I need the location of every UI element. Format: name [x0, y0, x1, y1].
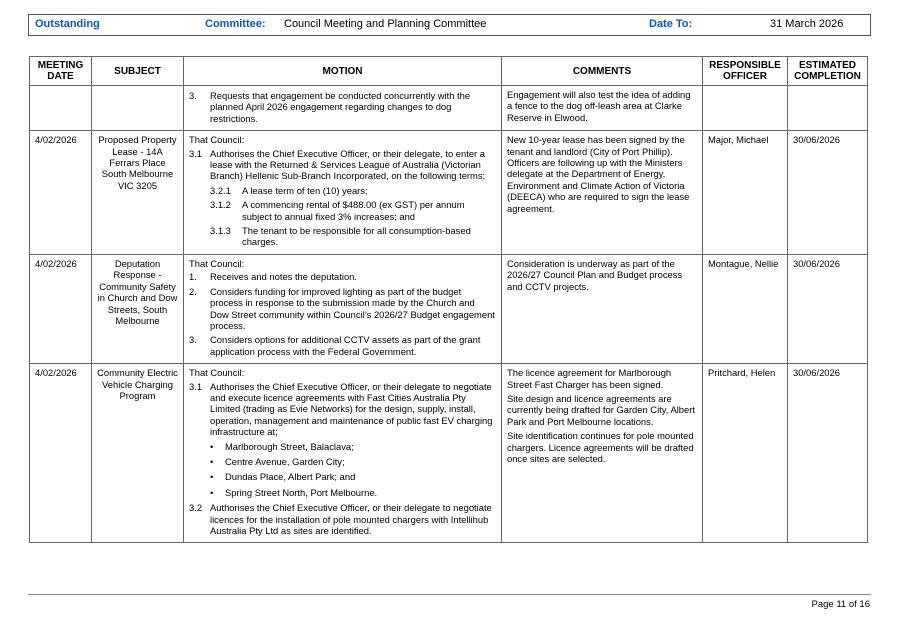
table-row: [30, 86, 868, 131]
report-header: [28, 14, 871, 36]
motion-sub-item: 3.1.2 A commencing rental of $488.00 (ex GST) per annum subject to annual fixed 3% increases; and: [210, 199, 465, 222]
cell-date: [30, 86, 92, 131]
bullet-icon: •: [210, 486, 214, 498]
committee-label: Committee:: [205, 18, 266, 30]
col-meeting-date: MEETING DATE: [30, 57, 92, 86]
col-estimated-completion: ESTIMATED COMPLETION: [788, 57, 868, 86]
cell-officer: [703, 86, 788, 131]
motion-bullet: • Centre Avenue, Garden City;: [210, 455, 345, 467]
date-label: Date To:: [649, 18, 693, 30]
motion-item: 3.1 Authorises the Chief Executive Officer, or their delegate, to enter a lease with the Returned & Services League of Australia (Victorian Branch) Hellenic Sub-Branch Incorporated, on the following terms:: [189, 147, 486, 182]
col-motion: MOTION: [184, 57, 502, 86]
cell-motion: [184, 131, 502, 255]
comment-paragraph: The licence agreement for Marlborough Street Fast Charger has been signed.: [507, 367, 672, 390]
col-subject: SUBJECT: [92, 57, 184, 86]
cell-date: 4/02/2026: [30, 254, 92, 363]
table-header-row: [30, 57, 868, 86]
comment-paragraph: Consideration is underway as part of the 2026/27 Council Plan and Budget process and CCTV projects.: [507, 257, 683, 292]
cell-officer: Montague, Nellie: [703, 254, 788, 363]
bullet-icon: •: [210, 471, 214, 483]
motion-bullet: • Dundas Place, Albert Park; and: [210, 471, 356, 483]
page-number: Page 11 of 16: [811, 599, 870, 610]
cell-completion: 30/06/2026: [788, 131, 868, 255]
motion-item: 3. Requests that engagement be conducted concurrently with the planned April 2026 engagement regarding changes to dog restrictions.: [189, 90, 471, 124]
motion-item: 1. Receives and notes the deputation.: [189, 271, 357, 283]
motion-intro: That Council:: [189, 134, 245, 146]
cell-completion: [788, 86, 868, 131]
comment-paragraph: Engagement will also test the idea of adding a fence to the dog off-leash area at Clarke Reserve in Elwood.: [507, 89, 691, 123]
col-responsible-officer: RESPONSIBLE OFFICER: [703, 57, 788, 86]
cell-subject: Proposed Property Lease - 14A Ferrars Place South Melbourne VIC 3205: [92, 131, 184, 255]
motion-sub-item: 3.2.1 A lease term of ten (10) years;: [210, 184, 368, 196]
table-row: [30, 364, 868, 543]
comment-paragraph: Site identification continues for pole mounted chargers. Licence agreements will be drafted once sites are selected.: [507, 430, 694, 464]
motion-bullet: • Spring Street North, Port Melbourne.: [210, 486, 378, 498]
table-row: [30, 131, 868, 255]
cell-subject: Deputation Response - Community Safety in Church and Dow Streets, South Melbourne: [92, 254, 184, 363]
cell-date: 4/02/2026: [30, 131, 92, 255]
cell-date: 4/02/2026: [30, 364, 92, 543]
committee-value: Council Meeting and Planning Committee: [284, 18, 487, 30]
motion-intro: That Council:: [189, 367, 245, 379]
motion-item: 2. Considers funding for improved lighting as part of the budget process in response to the submission made by the Church and Dow Street community within Council’s 2026/27 Budget engagement process.: [189, 285, 495, 331]
motion-item: 3. Considers options for additional CCTV assets as part of the grant application process with the Federal Government.: [189, 334, 481, 357]
bullet-icon: •: [210, 440, 214, 452]
status-label: Outstanding: [35, 18, 100, 30]
actions-table: [29, 56, 868, 543]
motion-item: 3.2 Authorises the Chief Executive Officer, or their delegate to negotiate licences for the installation of pole mounted chargers with Intellihub Australia Pty Ltd as sites are identified.: [189, 502, 492, 536]
cell-comments: [502, 86, 703, 131]
cell-subject: [92, 86, 184, 131]
motion-item: 3.1 Authorises the Chief Executive Officer, or their delegate to negotiate and execute licence agreements with Fast Cities Australia Pty Limited (trading as Evie Networks) for the design, supply, install, operation, management and maintenance of public fast EV charging infrastructure at;: [189, 380, 493, 438]
cell-comments: [502, 364, 703, 543]
motion-bullet: • Marlborough Street, Balaclava;: [210, 440, 354, 452]
cell-motion: [184, 86, 502, 131]
cell-officer: Major, Michael: [703, 131, 788, 255]
cell-comments: [502, 254, 703, 363]
cell-completion: 30/06/2026: [788, 364, 868, 543]
date-value: 31 March 2026: [770, 18, 844, 30]
cell-motion: [184, 254, 502, 363]
cell-comments: [502, 131, 703, 255]
comment-paragraph: New 10-year lease has been signed by the tenant and landlord (City of Port Phillip). Officers are following up with the Ministers delegate at the Department of Energy, Environment and Climate Action of Victoria (DEECA) who are required to sign the lease agreement.: [507, 134, 690, 214]
table-row: [30, 254, 868, 363]
cell-subject: Community Electric Vehicle Charging Program: [92, 364, 184, 543]
cell-officer: Pritchard, Helen: [703, 364, 788, 543]
motion-sub-item: 3.1.3 The tenant to be responsible for all consumption-based charges.: [210, 225, 471, 248]
bullet-icon: •: [210, 455, 214, 467]
cell-motion: [184, 364, 502, 543]
comment-paragraph: Site design and licence agreements are currently being drafted for Garden City, Albert Park and Port Melbourne locations.: [507, 392, 695, 427]
cell-completion: 30/06/2026: [788, 254, 868, 363]
col-comments: COMMENTS: [502, 57, 703, 86]
motion-intro: That Council:: [189, 257, 245, 269]
footer-divider: [28, 594, 871, 595]
